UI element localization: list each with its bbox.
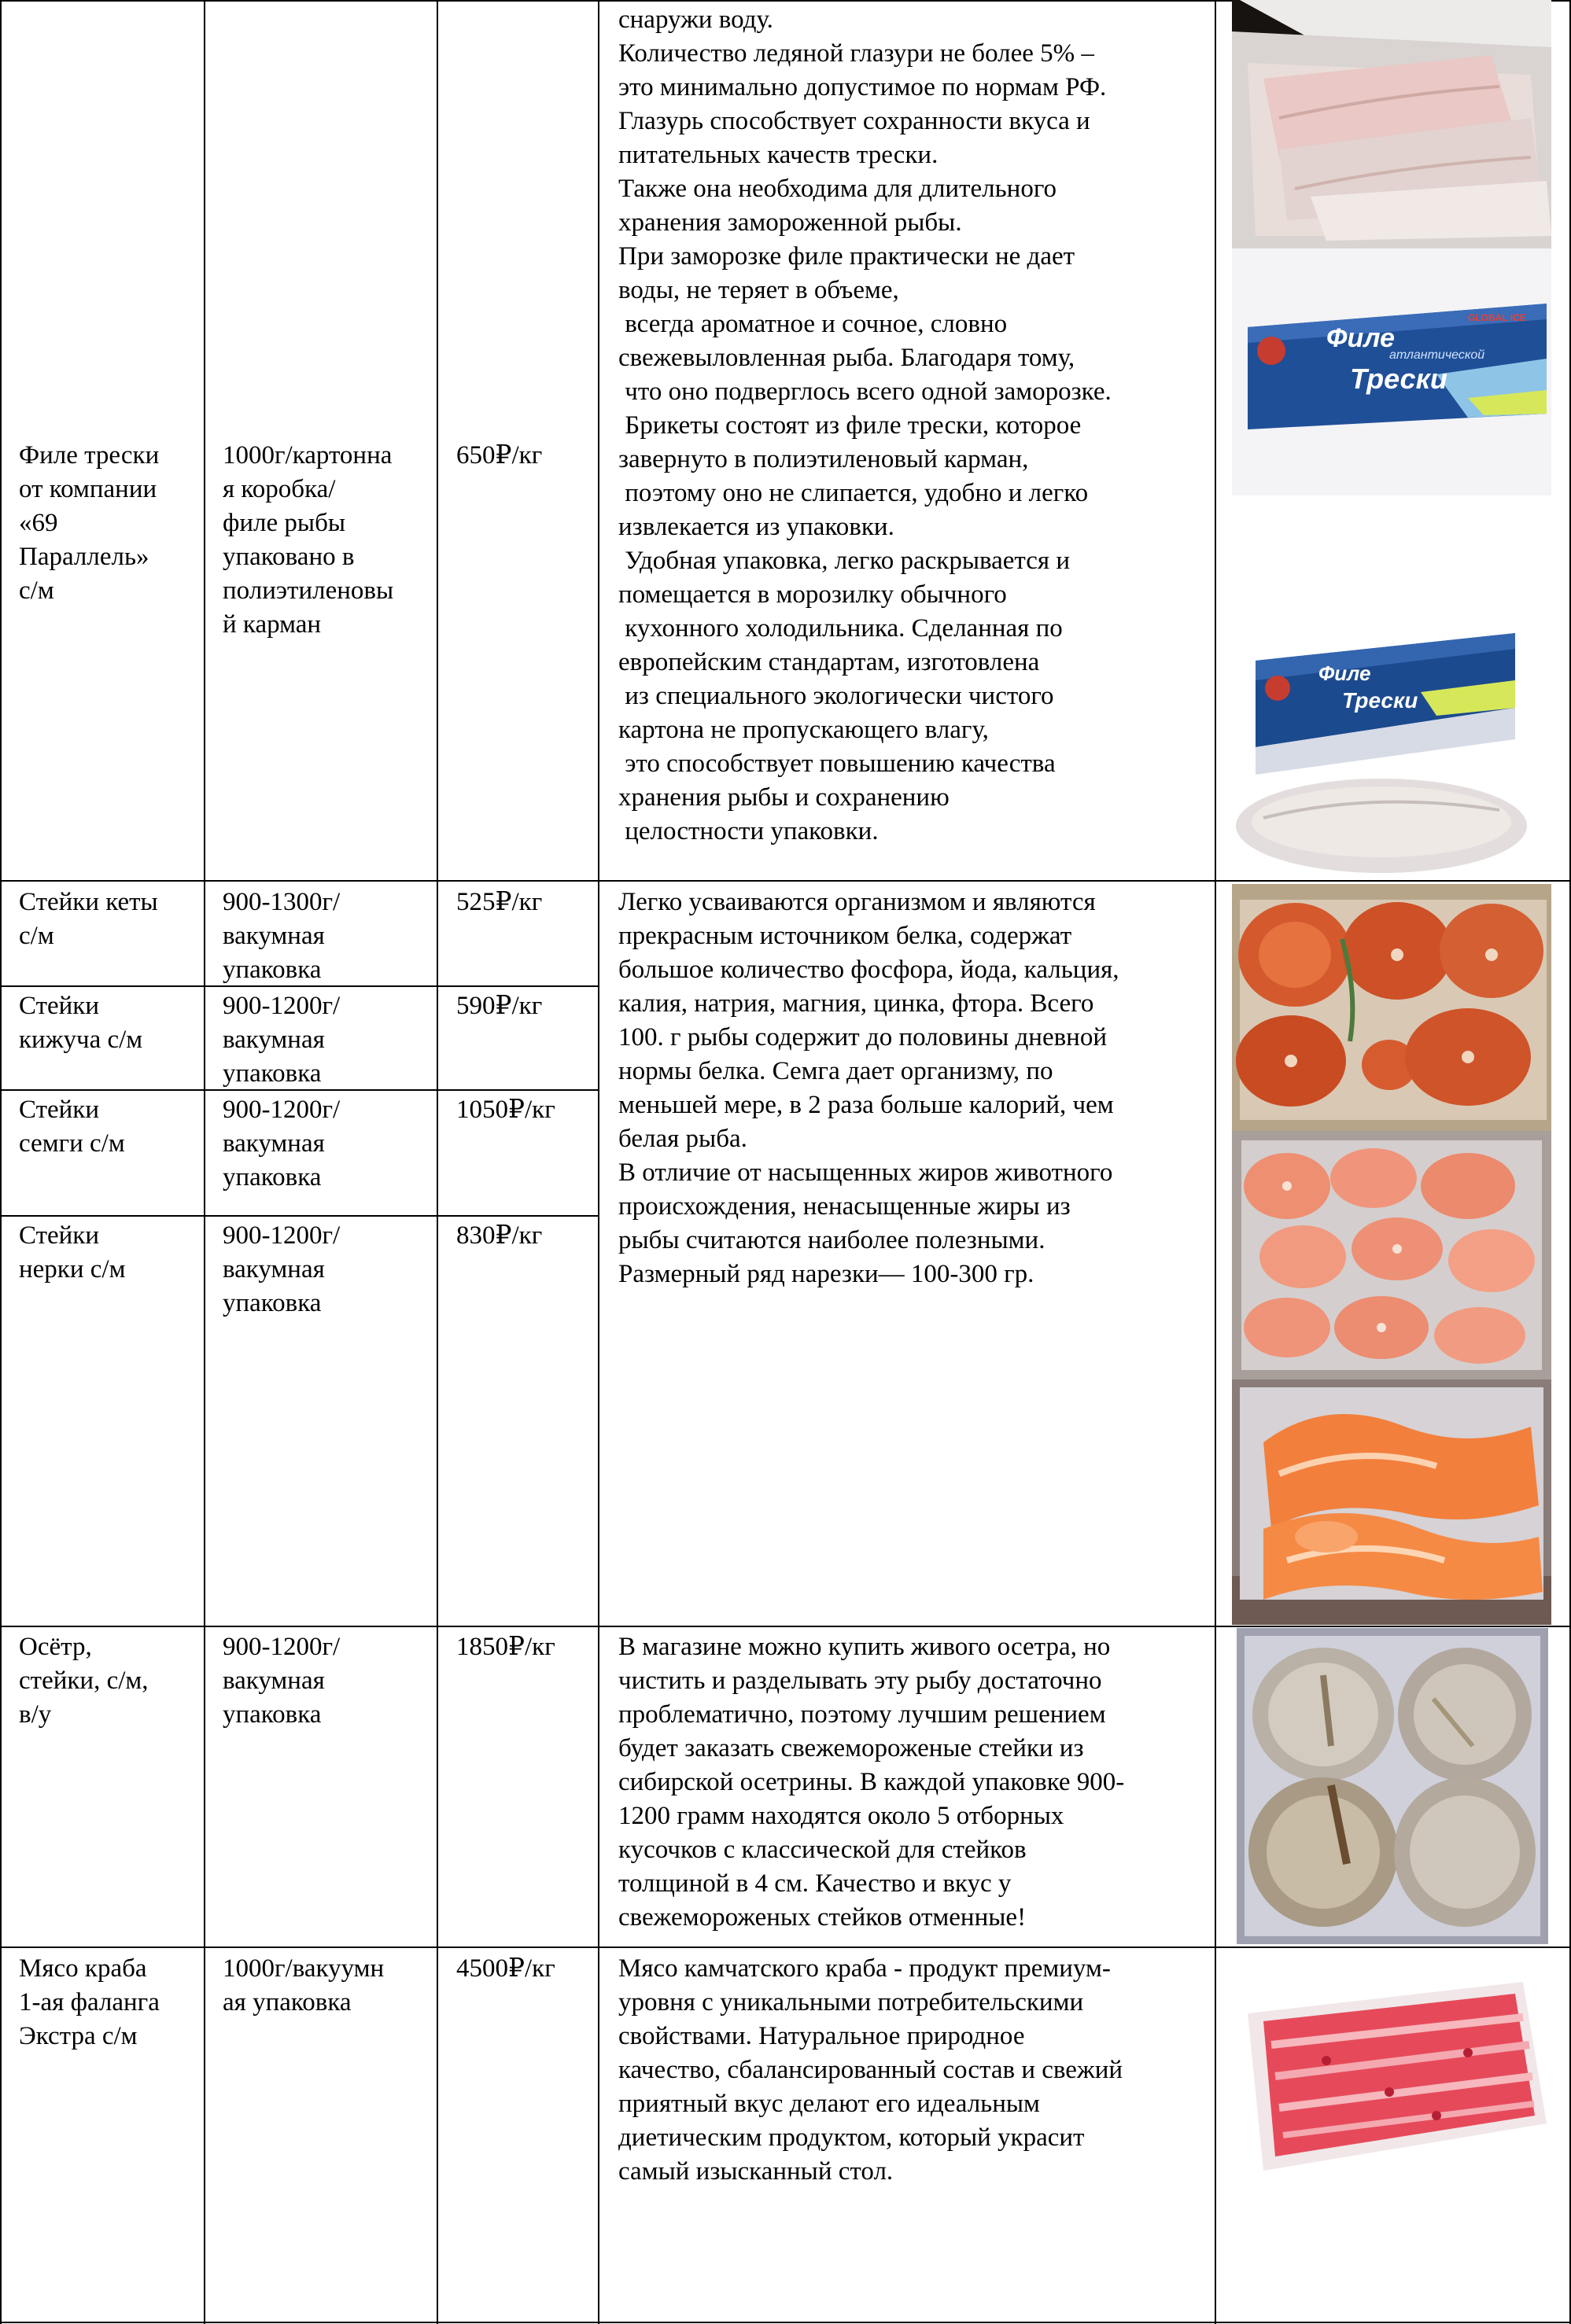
text-line: вакумная <box>223 1129 325 1158</box>
text-line: хранения замороженной рыбы. <box>618 208 962 237</box>
text-line: Также она необходима для длительного <box>618 175 1057 203</box>
table-border-bottom <box>0 2322 1571 2323</box>
price-semga: 1050₽/кг <box>456 1096 555 1124</box>
text-line: упаковка <box>223 1289 322 1317</box>
text-line: питательных качеств трески. <box>618 141 939 169</box>
description-cod <box>618 3 1112 849</box>
column-divider-1 <box>204 0 205 2324</box>
table-border-left <box>0 0 2 2324</box>
package-nerka <box>223 1219 340 1320</box>
text-line: Осётр, <box>19 1633 92 1661</box>
text-line: меньшей мере, в 2 раза больше калорий, чем <box>618 1091 1114 1119</box>
text-line: «69 <box>19 509 58 537</box>
text-line: 900-1200г/ <box>223 1096 341 1124</box>
price-sturgeon: 1850₽/кг <box>456 1633 555 1661</box>
text-line: Удобная упаковка, легко раскрывается и <box>618 547 1070 575</box>
text-line: помещается в морозилку обычного <box>618 580 1007 609</box>
text-line: чистить и разделывать эту рыбу достаточно <box>618 1667 1102 1695</box>
text-line: кусочков с классической для стейков <box>618 1836 1027 1864</box>
description-sturgeon <box>618 1630 1124 1935</box>
text-line: Филе трески <box>19 441 160 470</box>
text-line: это способствует повышению качества <box>618 749 1056 778</box>
text-line: свежемороженых стейков отменные! <box>618 1903 1027 1932</box>
text-line: 1000г/картонна <box>223 441 393 470</box>
box-badge: GLOBAL ICE <box>1468 312 1526 323</box>
text-line: кухонного холодильника. Сделанная по <box>618 614 1063 643</box>
text-line: 1000г/вакуумн <box>223 1954 385 1983</box>
text-line: й карман <box>223 610 322 639</box>
package-kizhuch <box>223 989 340 1091</box>
text-line: ая упаковка <box>223 1988 352 2016</box>
text-line: Количество ледяной глазури не более 5% – <box>618 39 1094 68</box>
text-line: 900-1300г/ <box>223 888 341 916</box>
text-line: семги с/м <box>19 1129 125 1158</box>
product-name-nerka <box>19 1219 125 1287</box>
text-line: что оно подверглось всего одной заморозке. <box>618 378 1112 406</box>
text-line: сибирской осетрины. В каждой упаковке 900- <box>618 1768 1125 1796</box>
text-line: свежевыловленная рыба. Благодаря тому, <box>618 344 1075 372</box>
text-line: картона не пропускающего влагу, <box>618 716 989 744</box>
text-line: рыбы считаются наиболее полезными. <box>618 1226 1045 1254</box>
package-cod <box>223 439 393 642</box>
row-divider-semga <box>0 1215 599 1217</box>
package-sturgeon <box>223 1630 340 1732</box>
text-line: толщиной в 4 см. Качество и вкус у <box>618 1869 1012 1898</box>
text-line: калия, натрия, магния, цинка, фтора. Всего <box>618 989 1094 1018</box>
text-line: хранения рыбы и сохранению <box>618 783 950 812</box>
text-line: Размерный ряд нарезки— 100-300 гр. <box>618 1260 1034 1288</box>
kizhuch-steaks-photo <box>1232 1131 1551 1379</box>
product-name-crab <box>19 1952 160 2053</box>
text-line: Мясо камчатского краба - продукт премиум- <box>618 1954 1111 1983</box>
text-line: качество, сбалансированный состав и свежий <box>618 2056 1123 2084</box>
text-line: упаковано в <box>223 543 355 571</box>
text-line: уровня с уникальными потребительскими <box>618 1988 1084 2016</box>
text-line: Стейки кеты <box>19 888 158 916</box>
text-line: прекрасным источником белка, содержат <box>618 922 1072 950</box>
text-line: 900-1200г/ <box>223 1221 341 1250</box>
cod-box-photo <box>1232 249 1551 495</box>
row-divider-cod <box>0 880 1571 882</box>
text-line: кижуча с/м <box>19 1026 143 1054</box>
package-keta <box>223 886 340 987</box>
text-line: извлекается из упаковки. <box>618 513 894 541</box>
text-line: свойствами. Натуральное природное <box>618 2022 1025 2050</box>
crab-meat-photo <box>1232 1950 1551 2188</box>
text-line: Стейки <box>19 992 99 1020</box>
text-line: самый изысканный стол. <box>618 2157 894 2186</box>
text-line: белая рыба. <box>618 1125 747 1153</box>
text-line: упаковка <box>223 1059 322 1088</box>
text-line: 900-1200г/ <box>223 1633 341 1661</box>
text-line: проблематично, поэтому лучшим решением <box>618 1700 1106 1729</box>
product-name-keta <box>19 886 158 953</box>
text-line: 1-ая фаланга <box>19 1988 160 2016</box>
text-line: я коробка/ <box>223 475 336 503</box>
text-line: упаковка <box>223 1163 322 1191</box>
text-line: Брикеты состоят из филе трески, которое <box>618 411 1082 440</box>
text-line: Мясо краба <box>19 1954 147 1983</box>
text-line: 900-1200г/ <box>223 992 341 1020</box>
price-nerka: 830₽/кг <box>456 1221 543 1250</box>
cod-box-fillet-photo <box>1232 613 1551 879</box>
row-divider-steaks <box>0 1626 1571 1627</box>
package-crab <box>223 1952 384 2020</box>
text-line: с/м <box>19 922 54 950</box>
box-label-bot: Трески <box>1350 363 1447 395</box>
text-line: будет заказать свежемороженые стейки из <box>618 1734 1084 1762</box>
description-steaks <box>618 886 1119 1291</box>
text-line: 1200 грамм находятся около 5 отборных <box>618 1802 1064 1830</box>
text-line: Экстра с/м <box>19 2022 138 2050</box>
text-line: поэтому оно не слипается, удобно и легко <box>618 479 1089 507</box>
text-line: нерки с/м <box>19 1255 126 1284</box>
text-line: Параллель» <box>19 543 149 571</box>
text-line: нормы белка. Семга дает организму, по <box>618 1057 1053 1085</box>
text-line: это минимально допустимое по нормам РФ. <box>618 73 1107 101</box>
box-label-bot-2: Трески <box>1342 688 1418 713</box>
text-line: упаковка <box>223 1700 322 1729</box>
text-line: в/у <box>19 1700 52 1729</box>
text-line: снаружи воду. <box>618 6 773 34</box>
text-line: При заморозке филе практически не дает <box>618 242 1075 271</box>
price-crab: 4500₽/кг <box>456 1954 555 1983</box>
column-divider-4 <box>1215 0 1216 2324</box>
price-cod: 650₽/кг <box>456 441 543 470</box>
text-line: полиэтиленовы <box>223 576 394 605</box>
text-line: филе рыбы <box>223 509 346 537</box>
product-name-sturgeon <box>19 1630 149 1732</box>
column-divider-2 <box>437 0 438 2324</box>
text-line: вакумная <box>223 1667 325 1695</box>
text-line: В магазине можно купить живого осетра, но <box>618 1633 1111 1661</box>
text-line: европейским стандартам, изготовлена <box>618 648 1040 676</box>
text-line: воды, не теряет в объеме, <box>618 276 899 304</box>
keta-steaks-photo <box>1232 884 1551 1131</box>
text-line: завернуто в полиэтиленовый карман, <box>618 445 1029 473</box>
text-line: с/м <box>19 576 54 605</box>
text-line: большое количество фосфора, йода, кальция, <box>618 956 1119 984</box>
text-line: стейки, с/м, <box>19 1667 149 1695</box>
text-line: вакумная <box>223 1026 325 1054</box>
column-divider-3 <box>598 0 599 2324</box>
text-line: происхождения, ненасыщенные жиры из <box>618 1192 1071 1221</box>
description-crab <box>618 1952 1123 2189</box>
text-line: Легко усваиваются организмом и являются <box>618 888 1096 916</box>
product-name-semga <box>19 1093 125 1161</box>
sturgeon-steaks-photo <box>1237 1628 1548 1944</box>
text-line: целостности упаковки. <box>618 817 879 845</box>
text-line: диетическим продуктом, который украсит <box>618 2123 1085 2152</box>
text-line: вакумная <box>223 1255 325 1284</box>
box-label-top-2: Филе <box>1318 661 1371 685</box>
price-keta: 525₽/кг <box>456 888 543 916</box>
text-line: от компании <box>19 475 157 503</box>
text-line: В отличие от насыщенных жиров животного <box>618 1158 1113 1187</box>
box-label-top: Филе <box>1326 323 1395 353</box>
cod-box-open-photo <box>1232 0 1551 249</box>
product-name-kizhuch <box>19 989 142 1057</box>
row-divider-sturgeon <box>0 1946 1571 1948</box>
text-line: 100. г рыбы содержит до половины дневной <box>618 1023 1107 1052</box>
package-semga <box>223 1093 340 1195</box>
product-name-cod <box>19 439 159 608</box>
text-line: Глазурь способствует сохранности вкуса и <box>618 107 1090 135</box>
text-line: всегда ароматное и сочное, словно <box>618 310 1008 338</box>
text-line: из специального экологически чистого <box>618 682 1054 710</box>
text-line: Стейки <box>19 1096 99 1124</box>
price-kizhuch: 590₽/кг <box>456 992 543 1020</box>
semga-steaks-photo <box>1232 1379 1551 1625</box>
box-label-mid: атлантической <box>1389 348 1485 362</box>
text-line: упаковка <box>223 956 322 984</box>
text-line: вакумная <box>223 922 325 950</box>
text-line: Стейки <box>19 1221 99 1250</box>
text-line: приятный вкус делают его идеальным <box>618 2090 1040 2118</box>
